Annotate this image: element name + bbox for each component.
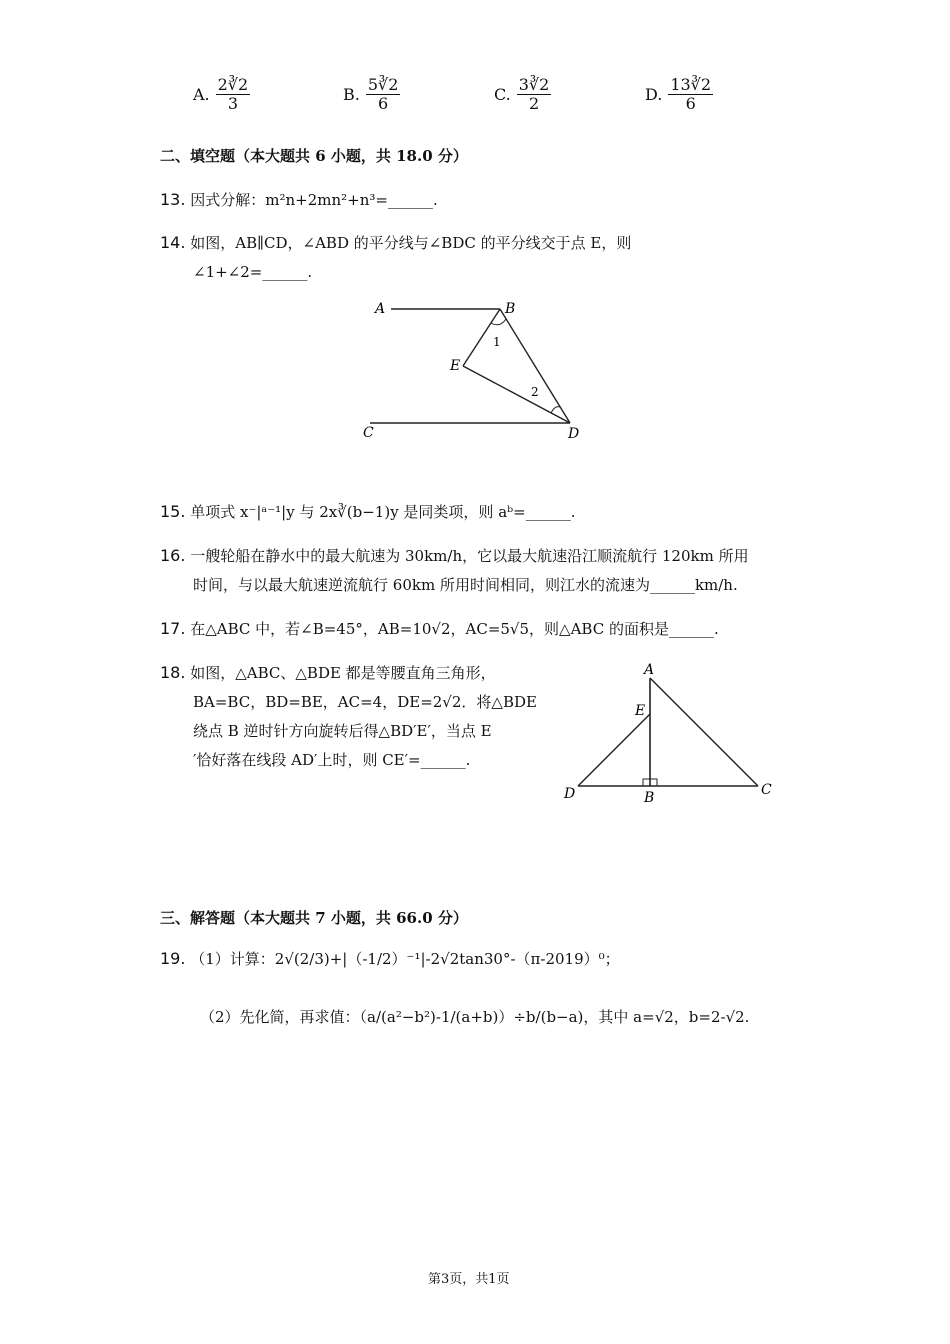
question-part-2: （2）先化简，再求值：（a/(a²−b²)-1/(a+b)）÷b/(b−a)，其中 a=√2，b=2-√2. xyxy=(200,1008,750,1026)
question-13 xyxy=(160,185,438,215)
page-footer: 第3页，共1页 xyxy=(428,1272,510,1287)
label-c: C xyxy=(363,425,374,441)
question-text-line1: 一艘轮船在静水中的最大航速为 30km/h，它以最大航速沿江顺流航行 120km 所用 xyxy=(190,547,749,565)
choice-b xyxy=(343,76,400,112)
choice-d xyxy=(645,76,713,112)
choice-c xyxy=(494,76,551,112)
fraction-denominator: 6 xyxy=(685,93,696,113)
fraction-denominator: 2 xyxy=(528,93,540,113)
question-number: 16. xyxy=(160,546,186,565)
question-part-1: （1）计算：2√(2/3)+|（-1/2）⁻¹|-2√2tan30°-（π-2019）⁰； xyxy=(190,950,620,968)
question-number: 19. xyxy=(160,949,186,968)
question-14 xyxy=(160,228,631,287)
question-number: 17. xyxy=(160,619,186,638)
choice-label: D. xyxy=(645,84,663,104)
question-19 xyxy=(160,944,620,974)
section-heading-fill-in: 二、填空题（本大题共 6 小题，共 18.0 分） xyxy=(160,147,468,165)
figure-q14-parallel-lines xyxy=(355,292,595,452)
choice-fraction xyxy=(668,76,713,112)
segment-bd xyxy=(500,309,570,423)
question-number: 14. xyxy=(160,233,186,252)
segment-de xyxy=(578,714,650,786)
choice-label: B. xyxy=(343,84,360,104)
choice-fraction xyxy=(216,76,251,112)
question-number: 15. xyxy=(160,502,186,521)
label-a: A xyxy=(644,662,655,678)
fraction-denominator: 3 xyxy=(227,93,239,113)
label-a: A xyxy=(375,301,386,317)
question-17 xyxy=(160,614,719,644)
question-number: 13. xyxy=(160,190,186,209)
question-text-line3: 绕点 B 逆时针方向旋转后得△BD′E′，当点 E xyxy=(193,722,492,740)
choice-label: A. xyxy=(193,84,210,104)
label-angle-1: 1 xyxy=(493,335,501,349)
label-d: D xyxy=(564,786,576,802)
label-c: C xyxy=(761,782,772,798)
choice-a xyxy=(193,76,250,112)
label-e: E xyxy=(635,703,646,719)
segment-ed xyxy=(463,366,570,423)
question-text-line2: BA=BC，BD=BE，AC=4，DE=2√2．将△BDE xyxy=(193,693,537,711)
section-heading-solutions: 三、解答题（本大题共 7 小题，共 66.0 分） xyxy=(160,909,468,927)
question-text-line1: 如图，△ABC、△BDE 都是等腰直角三角形， xyxy=(190,664,496,682)
label-b: B xyxy=(505,301,516,317)
fraction-numerator: 2∛2 xyxy=(217,75,249,94)
fraction-numerator: 13∛2 xyxy=(670,75,712,94)
fraction-denominator: 6 xyxy=(378,93,389,113)
segment-ac xyxy=(650,678,758,786)
question-text-line1: 如图，AB∥CD，∠ABD 的平分线与∠BDC 的平分线交于点 E，则 xyxy=(190,234,632,252)
choice-fraction xyxy=(366,76,401,112)
label-e: E xyxy=(450,358,461,374)
fraction-numerator: 3∛2 xyxy=(518,75,550,94)
label-angle-2: 2 xyxy=(531,385,539,399)
question-text-line4: ′恰好落在线段 AD′上时，则 CE′=______. xyxy=(193,751,471,769)
angle-2-arc xyxy=(551,407,560,413)
choice-label: C. xyxy=(494,84,511,104)
question-number: 18. xyxy=(160,663,186,682)
question-18 xyxy=(160,658,537,775)
choice-fraction xyxy=(517,76,552,112)
label-b: B xyxy=(644,790,655,806)
question-text-line2: ∠1+∠2=______. xyxy=(193,263,313,281)
question-19-part-2 xyxy=(200,1003,749,1032)
fraction-numerator: 5∛2 xyxy=(367,75,399,94)
question-text-line2: 时间，与以最大航速逆流航行 60km 所用时间相同，则江水的流速为______km/h. xyxy=(193,576,738,594)
question-text: 单项式 x⁻|ᵃ⁻¹|y 与 2x∛(b−1)y 是同类项，则 aᵇ=______. xyxy=(190,503,576,521)
question-text: 因式分解：m²n+2mn²+n³=______. xyxy=(190,191,438,209)
figure-q18-isosceles-triangles xyxy=(558,658,783,808)
label-d: D xyxy=(568,426,580,442)
question-text: 在△ABC 中，若∠B=45°，AB=10√2，AC=5√5，则△ABC 的面积是______. xyxy=(190,620,719,638)
question-15 xyxy=(160,497,575,527)
question-16 xyxy=(160,541,749,600)
